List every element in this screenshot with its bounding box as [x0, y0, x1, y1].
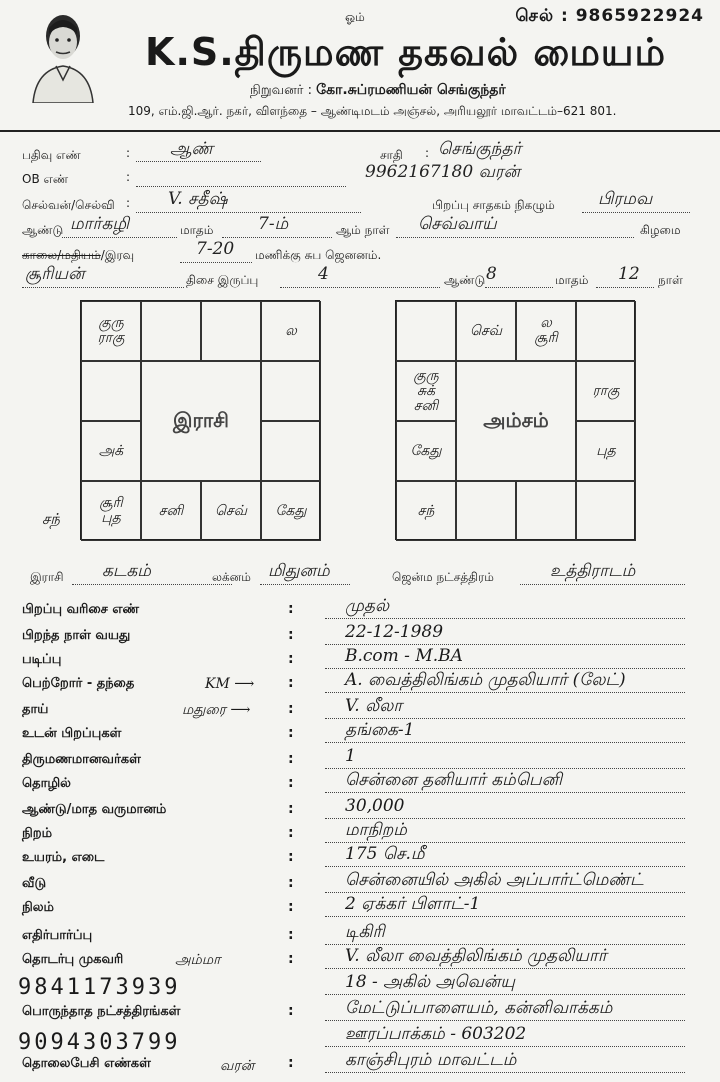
detail-label: உடன் பிறப்புகள் [22, 726, 122, 741]
colon: : [288, 601, 294, 617]
amsam-title: அம்சம் [456, 361, 576, 481]
dasa-months: 8 [486, 264, 497, 284]
lagnam-value: மிதுனம் [268, 561, 330, 581]
amsam-chart-house [396, 361, 456, 421]
day-label: ஆம் நாள் [336, 223, 390, 237]
dasa-value: சூரியன் [25, 264, 85, 284]
name-value: V. சதீஷ் [168, 189, 228, 209]
detail-line [325, 916, 685, 917]
dasa-years-label: ஆண்டு [444, 273, 486, 287]
caste-label: சாதி [380, 148, 403, 162]
detail-line [325, 866, 685, 867]
colon: : [288, 725, 294, 741]
planet-label: புத [596, 442, 616, 459]
detail-line [325, 692, 685, 693]
amsam-chart-house [516, 481, 576, 541]
detail-label: திருமணமானவர்கள் [22, 752, 141, 767]
colon: : [126, 146, 131, 160]
month-label: மாதம் [180, 223, 214, 237]
time-line [180, 262, 252, 263]
mother-note-text: மதுரை [182, 702, 226, 718]
detail-line [325, 892, 685, 893]
father-note-text: KM [205, 676, 230, 692]
om-symbol: ஓம் [345, 10, 365, 24]
birth-horo-line [582, 212, 690, 213]
colon: : [288, 875, 294, 891]
mother-note [182, 702, 250, 720]
detail-value: 175 செ.மீ [345, 844, 425, 864]
planet-label: அக் [98, 442, 124, 459]
colon: : [288, 651, 294, 667]
dasa-days-label: நாள் [658, 273, 683, 287]
rasi-chart-house [261, 301, 321, 361]
year-label: ஆண்டு [22, 223, 64, 237]
detail-value: சென்னையில் அகில் அப்பார்ட்மெண்ட் [345, 870, 644, 890]
lagnam-label: லக்னம் [212, 570, 251, 584]
ob-label: OB எண் [22, 172, 69, 186]
planet-label: கேது [410, 442, 442, 459]
dasa-months-label: மாதம் [555, 273, 589, 287]
colon: : [288, 951, 294, 967]
rasi-label: இராசி [30, 570, 64, 584]
time-label-night: /இரவு [100, 248, 135, 262]
phone-number: செல் : 9865922924 [515, 6, 704, 26]
detail-value: 30,000 [345, 796, 405, 816]
rasi-chart [80, 300, 320, 540]
amsam-chart-house [456, 481, 516, 541]
detail-label: வீடு [22, 876, 47, 891]
planet-label: சனி [158, 502, 184, 519]
planet-label: செவ் [214, 502, 248, 519]
phone-2: 9094303799 [18, 1030, 181, 1055]
colon: : [126, 170, 131, 184]
rasi-outside-left: சந் [42, 510, 60, 528]
detail-value: காஞ்சிபுரம் மாவட்டம் [345, 1050, 517, 1070]
detail-line [325, 792, 685, 793]
amsam-chart [395, 300, 635, 540]
colon: : [425, 146, 430, 160]
planet-label: சந் [417, 502, 435, 519]
detail-label: படிப்பு [22, 652, 62, 667]
amsam-chart-house [576, 421, 636, 481]
detail-value: ஊரப்பாக்கம் - 603202 [345, 1024, 527, 1044]
dasa-days-line [596, 287, 654, 288]
amsam-chart-house [396, 301, 456, 361]
detail-line [325, 1046, 685, 1047]
founder-line [250, 82, 506, 100]
founder-portrait [28, 8, 98, 103]
time-suffix: மணிக்கு சுப ஜெனனம். [255, 248, 382, 262]
detail-label: ஆண்டு/மாத வருமானம் [22, 802, 167, 817]
detail-label: பொருந்தாத நட்சத்திரங்கள் [22, 1004, 181, 1019]
detail-value: V. லீலா வைத்திலிங்கம் முதலியார் [345, 946, 607, 966]
planet-label: ராகு [97, 330, 125, 346]
detail-value: மாநிறம் [345, 820, 407, 840]
detail-line [325, 842, 685, 843]
ob-line [136, 186, 346, 187]
rasi-line [72, 584, 232, 585]
detail-line [325, 668, 685, 669]
colon: : [288, 927, 294, 943]
rasi-chart-house [81, 481, 141, 541]
groom-note: வரன் [220, 1058, 255, 1074]
colon: : [288, 899, 294, 915]
detail-line [325, 944, 685, 945]
contact-note: அம்மா [175, 952, 221, 968]
detail-line [325, 618, 685, 619]
amsam-chart-house [396, 421, 456, 481]
colon: : [288, 675, 294, 691]
name-label: செல்வன்/செல்வி [22, 198, 115, 212]
amsam-chart-house [576, 301, 636, 361]
rasi-chart-house [141, 301, 201, 361]
star-value: உத்திராடம் [550, 561, 636, 581]
detail-value: B.com - M.BA [345, 646, 463, 666]
colon: : [288, 1003, 294, 1019]
month-line [222, 237, 332, 238]
brand-title: K.S.திருமண தகவல் மையம் [145, 30, 667, 74]
detail-value: 18 - அகில் அவென்யு [345, 972, 515, 992]
reg-no-value: ஆண் [170, 139, 214, 159]
dasa-label: திசை இருப்பு [186, 273, 259, 287]
planet-label: சூரி [99, 495, 123, 511]
colon: : [288, 825, 294, 841]
planet-label: புத [101, 510, 121, 526]
planet-label: குரு [98, 315, 124, 331]
detail-line [325, 768, 685, 769]
planet-label: சூரி [534, 330, 558, 346]
lagnam-line [260, 584, 350, 585]
birth-horo-label: பிறப்பு சாதகம் நிகழும் [432, 198, 555, 212]
name-line [136, 212, 361, 213]
caste-value: செங்குந்தர் [438, 139, 522, 159]
detail-value: மேட்டுப்பாளையம், கன்னிவாக்கம் [345, 998, 613, 1018]
founder-label: நிறுவனர் : [250, 83, 312, 98]
rasi-chart-house [141, 481, 201, 541]
detail-value: A. வைத்திலிங்கம் முதலியார் (லேட்) [345, 670, 626, 690]
founder-name: கோ.சுப்ரமணியன் செங்குந்தர் [316, 82, 506, 98]
reg-no-line [136, 161, 261, 162]
time-label-struck: காலை/மதியம் [22, 248, 101, 262]
detail-line [325, 968, 685, 969]
arrow-right-icon: ⟶ [234, 676, 255, 692]
dasa-years: 4 [318, 264, 329, 284]
day-line [396, 237, 634, 238]
colon: : [288, 849, 294, 865]
detail-label: பெற்றோர் - தந்தை [22, 676, 135, 691]
colon: : [288, 751, 294, 767]
detail-value: டிகிரி [345, 922, 385, 942]
rasi-chart-house [201, 301, 261, 361]
colon: : [288, 627, 294, 643]
star-label: ஜென்ம நட்சத்திரம் [392, 570, 494, 584]
planet-label: சனி [413, 397, 439, 414]
planet-label: குரு [413, 367, 439, 384]
letterhead [0, 0, 720, 132]
amsam-chart-house [576, 481, 636, 541]
day-value: செவ்வாய் [418, 214, 497, 234]
birth-horo-value: பிரமவ [598, 189, 653, 209]
planet-label: கேது [275, 502, 307, 519]
rasi-chart-house [261, 481, 321, 541]
address: 109, எம்.ஜி.ஆர். நகர், விளந்தை – ஆண்டிமடம் அஞ்சல், அரியலூர் மாவட்டம்–621 801. [128, 104, 617, 118]
detail-line [325, 718, 685, 719]
detail-label: உயரம், எடை [22, 850, 105, 865]
dasa-days: 12 [618, 264, 640, 284]
detail-value: தங்கை-1 [345, 720, 415, 740]
detail-line [325, 818, 685, 819]
detail-label: தொடர்பு முகவரி [22, 952, 124, 967]
planet-label: சுக் [416, 382, 436, 399]
month-value: 7-ம் [258, 214, 289, 234]
planet-label: ராகு [592, 382, 620, 399]
detail-line [325, 742, 685, 743]
dasa-line [22, 287, 184, 288]
detail-value: 1 [345, 746, 356, 766]
rasi-chart-house [81, 361, 141, 421]
time-label [22, 248, 134, 264]
rasi-chart-house [81, 421, 141, 481]
detail-label: எதிர்பார்ப்பு [22, 928, 93, 943]
detail-label: தொலைபேசி எண்கள் [22, 1056, 151, 1071]
planet-label: செவ் [469, 322, 503, 339]
rasi-chart-house [81, 301, 141, 361]
rasi-chart-house [201, 481, 261, 541]
rasi-chart-house [261, 361, 321, 421]
detail-line [325, 1072, 685, 1073]
detail-value: 22-12-1989 [345, 622, 444, 642]
year-value: மார்கழி [70, 214, 130, 234]
colon: : [288, 701, 294, 717]
phone-1: 9841173939 [18, 975, 181, 1000]
detail-line [325, 644, 685, 645]
detail-value: சென்னை தனியார் கம்பெனி [345, 770, 563, 790]
detail-label: பிறப்பு வரிசை எண் [22, 602, 140, 617]
detail-label: தொழில் [22, 776, 71, 791]
star-line [520, 584, 685, 585]
detail-line [325, 994, 685, 995]
detail-label: பிறந்த நாள் வயது [22, 628, 131, 643]
rasi-chart-house [261, 421, 321, 481]
detail-label: நிறம் [22, 826, 53, 841]
father-note [205, 676, 254, 692]
colon: : [288, 775, 294, 791]
dasa-years-line [280, 287, 440, 288]
amsam-chart-house [456, 301, 516, 361]
rasi-title: இராசி [141, 361, 261, 481]
time-value: 7-20 [196, 239, 235, 259]
year-line [62, 237, 177, 238]
detail-label: தாய் [22, 702, 49, 717]
amsam-chart-house [576, 361, 636, 421]
detail-label: நிலம் [22, 900, 55, 915]
detail-value: முதல் [345, 596, 390, 616]
detail-line [325, 1020, 685, 1021]
weekday-label: கிழமை [640, 223, 681, 237]
rasi-value: கடகம் [102, 561, 151, 581]
ob-value: 9962167180 வரன் [365, 162, 521, 182]
amsam-chart-house [516, 301, 576, 361]
colon: : [126, 196, 131, 210]
dasa-months-line [485, 287, 553, 288]
colon: : [288, 1055, 294, 1071]
arrow-right-icon: ⟶ [230, 702, 251, 718]
detail-value: 2 ஏக்கர் பிளாட்-1 [345, 894, 481, 914]
colon: : [288, 801, 294, 817]
reg-no-label: பதிவு எண் [22, 148, 81, 162]
planet-label: ல [285, 322, 297, 339]
amsam-chart-house [396, 481, 456, 541]
detail-value: V. லீலா [345, 696, 403, 716]
planet-label: ல [540, 315, 552, 331]
